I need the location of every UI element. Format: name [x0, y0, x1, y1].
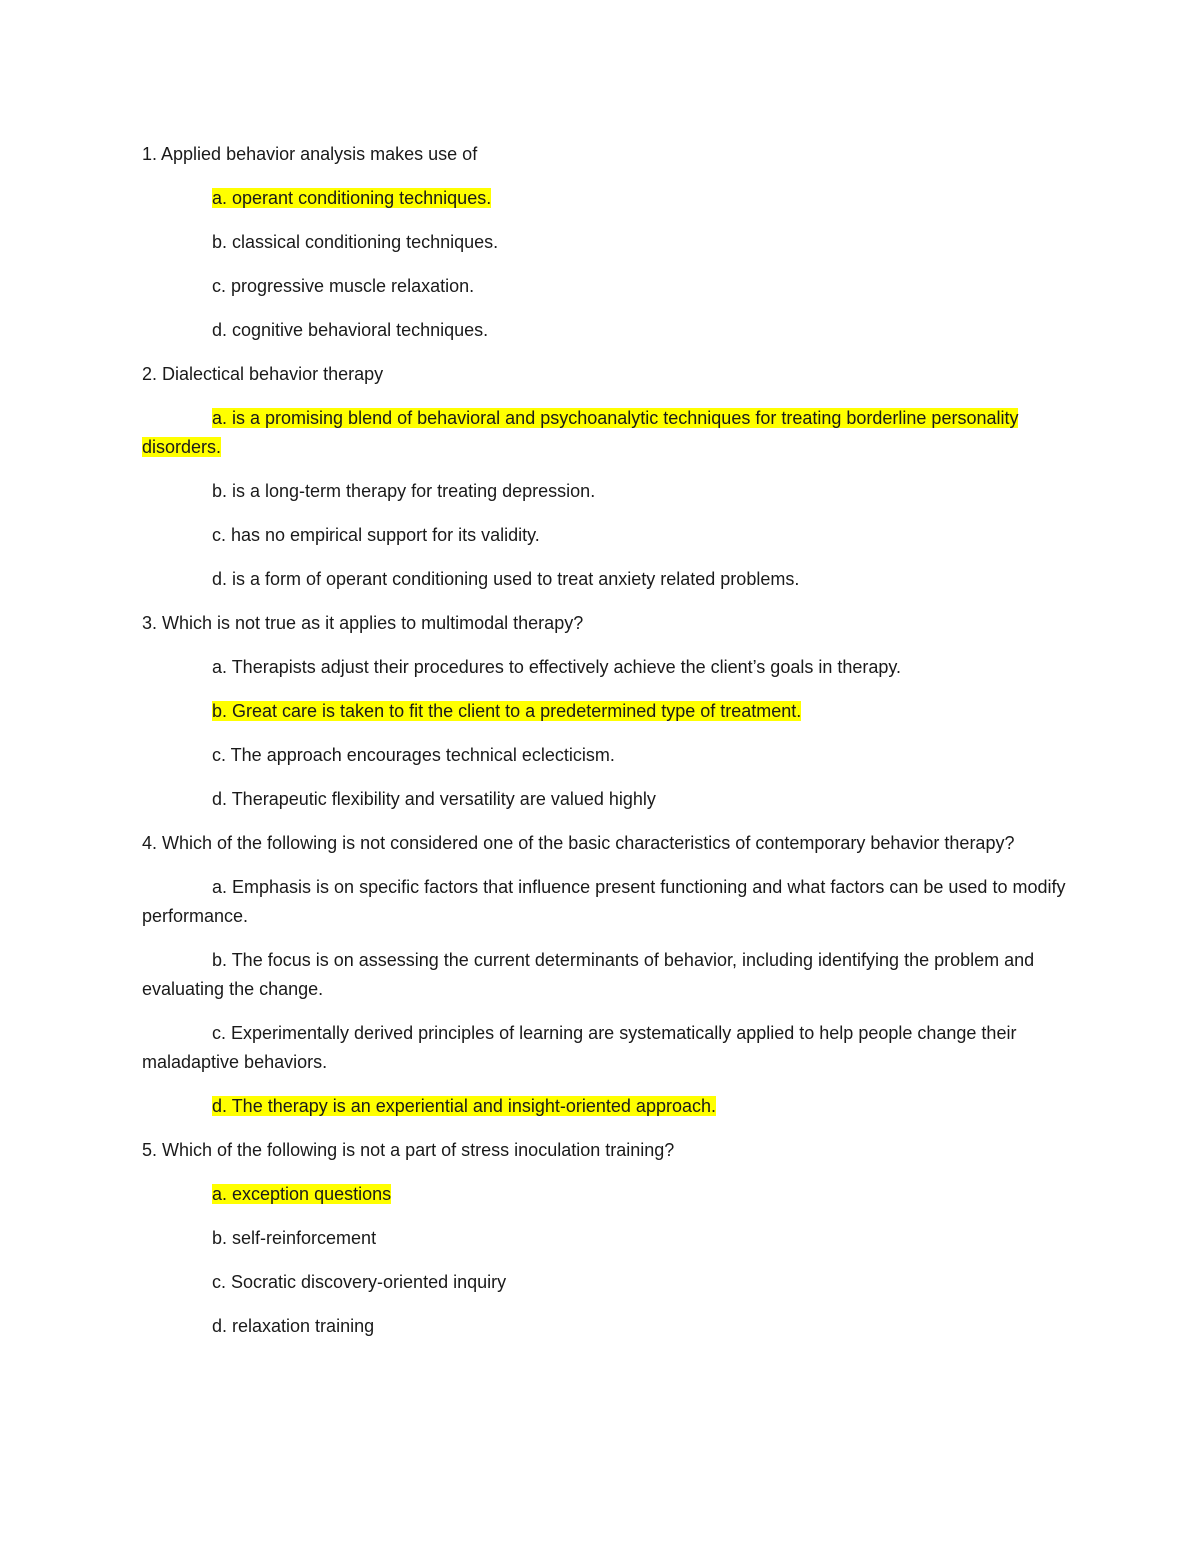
option-b: [142, 697, 1072, 726]
question-stem: 1. Applied behavior analysis makes use of: [142, 144, 478, 164]
option-c: [142, 1268, 1072, 1297]
option-text: d. is a form of operant conditioning used to treat anxiety related problems.: [212, 569, 800, 589]
option-a: [142, 1180, 1072, 1209]
option-d: [142, 785, 1072, 814]
option-text: c. progressive muscle relaxation.: [212, 276, 475, 296]
option-text: c. Socratic discovery-oriented inquiry: [212, 1272, 507, 1292]
option-text: a. Emphasis is on specific factors that influence present functioning and what factors can be used to modify performance.: [142, 877, 1066, 926]
option-text: d. relaxation training: [212, 1316, 375, 1336]
option-text: c. The approach encourages technical eclecticism.: [212, 745, 615, 765]
option-a: [142, 653, 1072, 682]
option-a: [142, 184, 1072, 213]
quiz-content: [142, 140, 1072, 1356]
option-d: [142, 316, 1072, 345]
question-stem: 3. Which is not true as it applies to multimodal therapy?: [142, 613, 584, 633]
option-text: d. Therapeutic flexibility and versatility are valued highly: [212, 789, 656, 809]
option-c: [142, 272, 1072, 301]
option-text: b. The focus is on assessing the current determinants of behavior, including identifying the problem and evaluating the change.: [142, 950, 1035, 999]
question-4: [142, 829, 1072, 1121]
question-2: [142, 360, 1072, 594]
option-text: d. cognitive behavioral techniques.: [212, 320, 489, 340]
option-text: b. classical conditioning techniques.: [212, 232, 499, 252]
option-b: [142, 228, 1072, 257]
option-b: [142, 946, 1072, 1004]
question-3: [142, 609, 1072, 814]
option-a: [142, 404, 1072, 462]
option-b: [142, 477, 1072, 506]
question-stem: 2. Dialectical behavior therapy: [142, 364, 384, 384]
answer-highlight: a. is a promising blend of behavioral and psychoanalytic techniques for treating borderline personality disorders.: [142, 408, 1019, 457]
question-1: [142, 140, 1072, 345]
option-c: [142, 741, 1072, 770]
question-5: [142, 1136, 1072, 1341]
option-text: c. has no empirical support for its validity.: [212, 525, 540, 545]
option-text: b. self-reinforcement: [212, 1228, 377, 1248]
option-text: b. is a long-term therapy for treating depression.: [212, 481, 596, 501]
answer-highlight: b. Great care is taken to fit the client to a predetermined type of treatment.: [212, 701, 802, 721]
option-c: [142, 1019, 1072, 1077]
question-stem: 5. Which of the following is not a part of stress inoculation training?: [142, 1140, 675, 1160]
option-text: a. Therapists adjust their procedures to effectively achieve the client’s goals in therapy.: [212, 657, 902, 677]
answer-highlight: a. exception questions: [212, 1184, 392, 1204]
answer-highlight: d. The therapy is an experiential and insight-oriented approach.: [212, 1096, 716, 1116]
option-c: [142, 521, 1072, 550]
answer-highlight: a. operant conditioning techniques.: [212, 188, 492, 208]
option-b: [142, 1224, 1072, 1253]
option-d: [142, 1092, 1072, 1121]
question-stem: 4. Which of the following is not considered one of the basic characteristics of contemporary behavior therapy?: [142, 833, 1015, 853]
option-d: [142, 565, 1072, 594]
option-text: c. Experimentally derived principles of learning are systematically applied to help people change their maladaptive behaviors.: [142, 1023, 1017, 1072]
option-d: [142, 1312, 1072, 1341]
option-a: [142, 873, 1072, 931]
